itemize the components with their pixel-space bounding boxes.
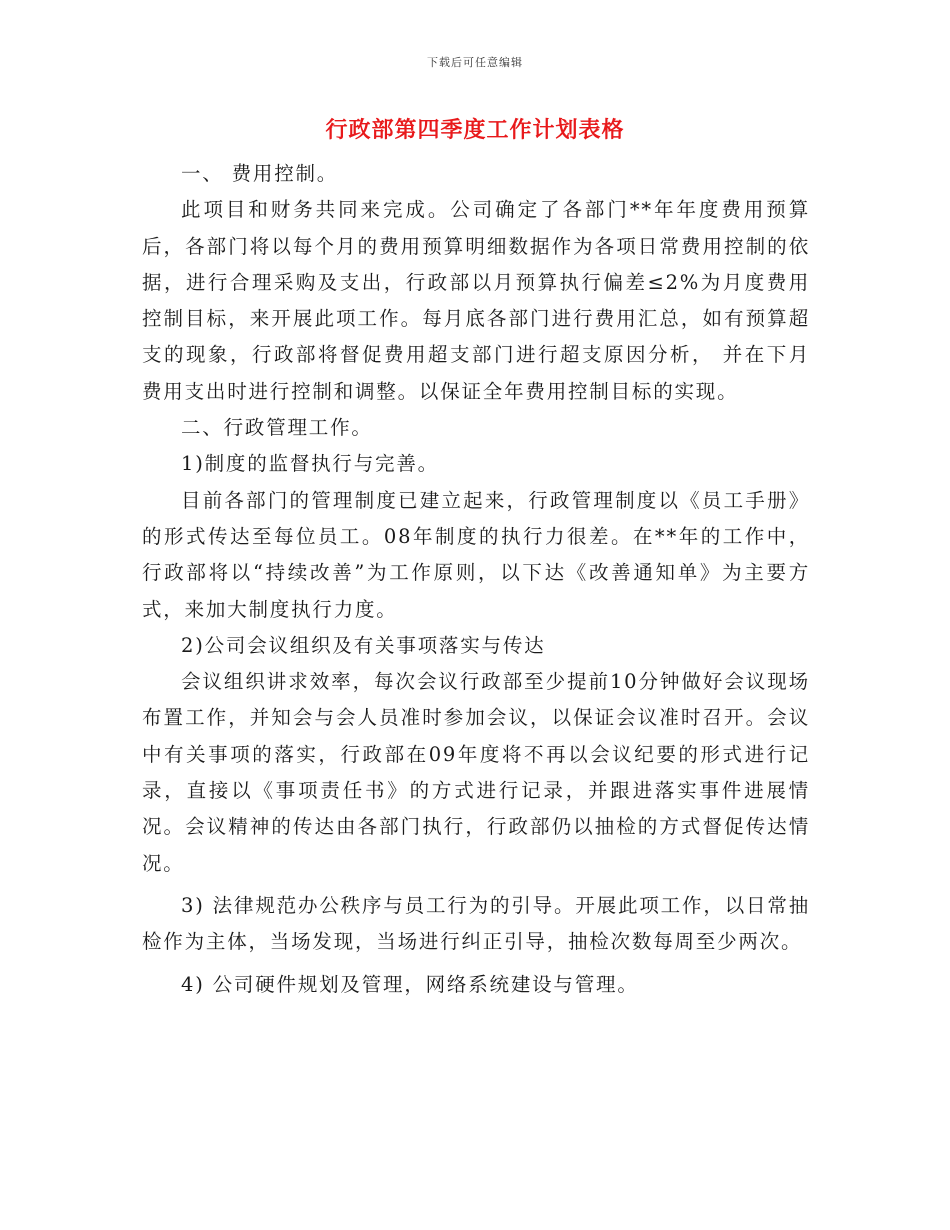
document-body [142,156,810,1003]
section-heading-admin-management: 二、行政管理工作。 [181,416,373,440]
paragraph-office-order: 3) 法律规范办公秩序与员工行为的引导。开展此项工作，以日常抽检作为主体，当场发现，当场进行纠正引导，抽检次数每周至少两次。 [142,893,810,954]
subheading-meeting-organization: 2)公司会议组织及有关事项落实与传达 [181,633,546,657]
paragraph-regulation-enforcement: 目前各部门的管理制度已建立起来，行政管理制度以《员工手册》的形式传达至每位员工。08年制度的执行力很差。在**年的工作中，行政部将以“持续改善”为工作原则，以下达《改善通知单》为主要方式，来加大制度执行力度。 [142,488,810,621]
paragraph-meeting-organization: 会议组织讲求效率，每次会议行政部至少提前10分钟做好会议现场布置工作，并知会与会人员准时参加会议，以保证会议准时召开。会议中有关事项的落实，行政部在09年度将不再以会议纪要的形式进行记录，直接以《事项责任书》的方式进行记录，并跟进落实事件进展情况。会议精神的传达由各部门执行，行政部仍以抽检的方式督促传达情况。 [142,670,810,875]
subheading-regulation-enforcement: 1)制度的监督执行与完善。 [181,452,439,476]
header-note: 下载后可任意编辑 [427,56,523,69]
document-title: 行政部第四季度工作计划表格 [325,118,625,143]
paragraph-hardware-network: 4) 公司硬件规划及管理，网络系统建设与管理。 [181,972,639,996]
section-heading-cost-control: 一、 费用控制。 [181,162,339,185]
paragraph-cost-control: 此项目和财务共同来完成。公司确定了各部门**年年度费用预算后，各部门将以每个月的费用预算明细数据作为各项日常费用控制的依据，进行合理采购及支出，行政部以月预算执行偏差≤2%为月度费用控制目标，来开展此项工作。每月底各部门进行费用汇总，如有预算超支的现象，行政部将督促费用超支部门进行超支原因分析， 并在下月费用支出时进行控制和调整。以保证全年费用控制目标的实现。 [142,198,810,403]
